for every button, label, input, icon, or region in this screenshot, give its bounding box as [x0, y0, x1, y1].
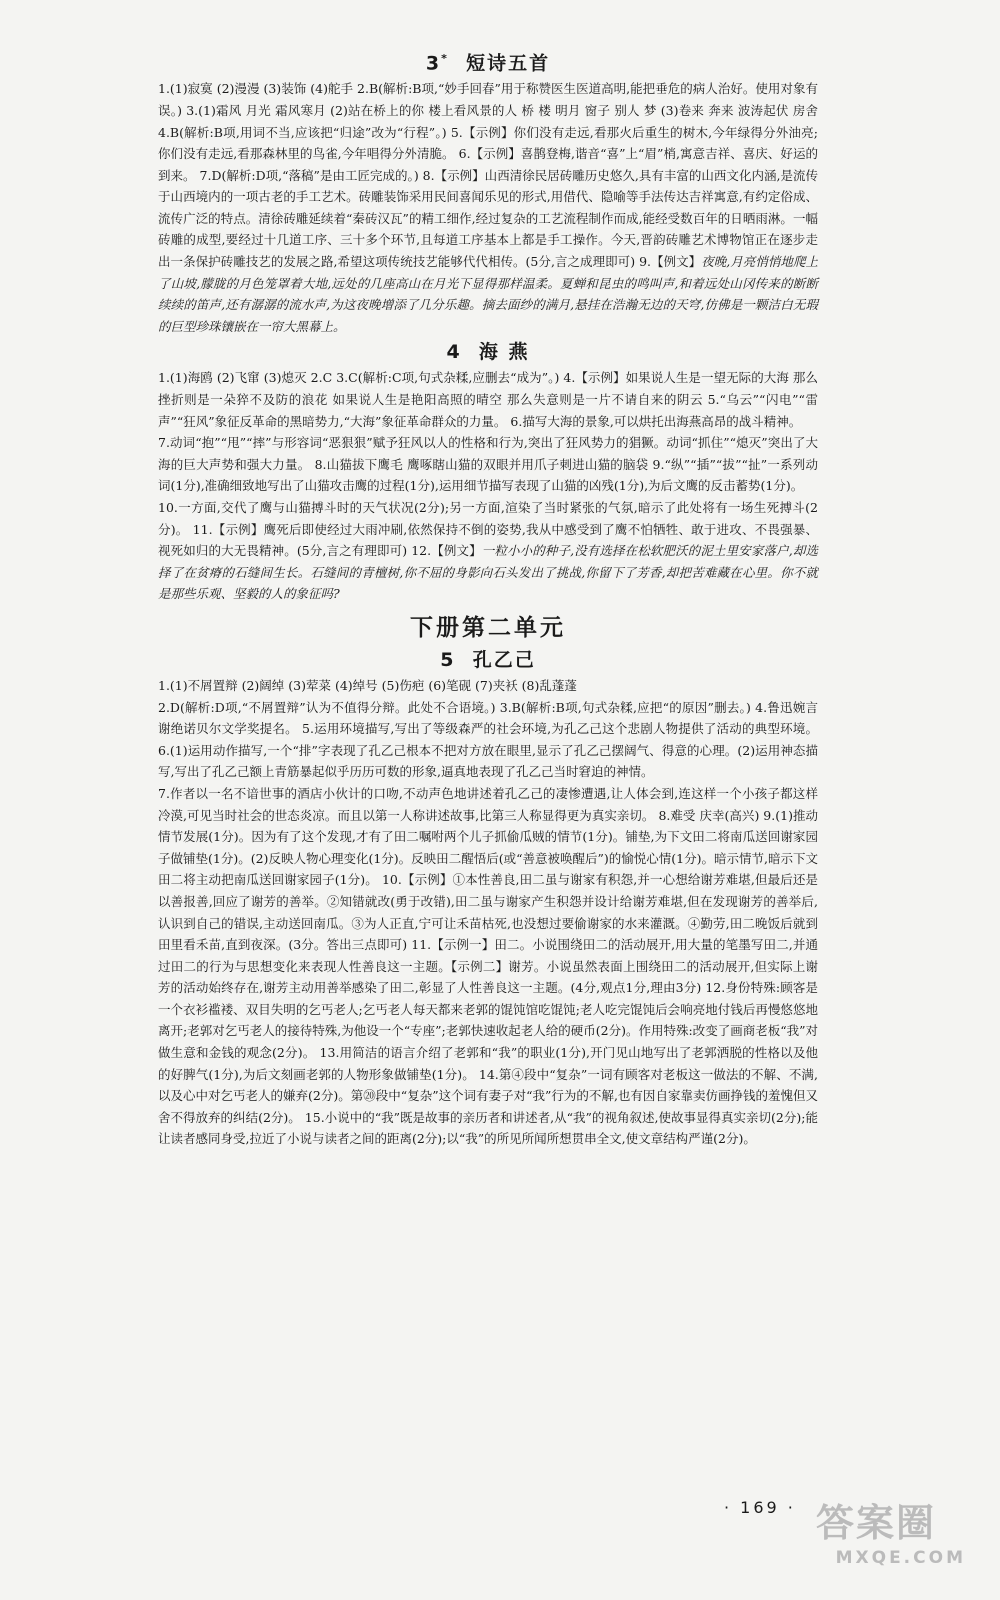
- page-number: · 169 ·: [724, 1498, 796, 1517]
- watermark-logo-text: 答案圈: [816, 1501, 937, 1545]
- section-title-3: [158, 44, 818, 78]
- section-5-answers-part1: [158, 675, 818, 697]
- section-title-4: [158, 337, 818, 367]
- section-4-answers-part2: [158, 432, 818, 497]
- section-3-answers: [158, 78, 818, 337]
- section-name: 短诗五首: [466, 52, 551, 75]
- section-4-answers-part3: [158, 497, 818, 605]
- section-name: 孔乙己: [472, 648, 536, 671]
- section-name: 海 燕: [478, 341, 530, 364]
- example-essay: 一粒小小的种子,没有选择在松软肥沃的泥土里安家落户,却选择了在贫瘠的石缝间生长。石缝间的青檀树,你不屈的身影向石头发出了挑战,你留下了芳香,却把苦难藏在心里。你不就是那些乐观、坚毅的人的象征吗?: [158, 543, 818, 602]
- answer-text: 2.D(解析:D项,“不屑置辩”认为不值得分辩。此处不合语境。) 3.B(解析:B项,句式杂糅,应把“的原因”删去。) 4.鲁迅婉言谢绝诺贝尔文学奖提名。 5.运用环境描写,写出了等级森严的社会环境,为孔乙己这个悲剧人物提供了活动的典型环境。 6.(1)运用动作描写,一个“排”字表现了孔乙己根本不把对方放在眼里,显示了孔乙己摆阔气、得意的心理。(2)运用神态描写,写出了孔乙己额上青筋暴起似乎历历可数的形象,逼真地表现了孔乙己当时窘迫的神情。: [158, 699, 818, 780]
- section-number: 5: [440, 648, 456, 671]
- answer-text: 1.(1)寂寞 (2)漫漫 (3)装饰 (4)舵手 2.B(解析:B项,“妙手回春”用于称赞医生医道高明,能把垂危的病人治好。使用对象有误。) 3.(1)霜风 月光 霜风寒月 (2)站在桥上的你 楼上看风景的人 桥 楼 明月 窗子 别人 梦 (3)卷来 奔来 波涛起伏 房舍 4.B(解析:B项,用词不当,应该把“归途”改为“行程”。) 5.【示例】你们没有走远,看那火后重生的树木,今年绿得分外油亮;你们没有走远,看那森林里的鸟雀,今年唱得分外清脆。 6.【示例】喜鹊登梅,谐音“喜”上“眉”梢,寓意吉祥、喜庆、好运的到来。 7.D(解析:D项,“落稿”是由工匠完成的。) 8.【示例】山西清徐民居砖雕历史悠久,具有丰富的山西文化内涵,是流传于山西境内的一项古老的手工艺术。砖雕装饰采用民间喜闻乐见的形式,用借代、隐喻等手法传达吉祥寓意,有约定俗成、流传广泛的特点。清徐砖雕延续着“秦砖汉瓦”的精工细作,经过复杂的工艺流程制作而成,能经受数百年的日晒雨淋。一幅砖雕的成型,要经过十几道工序、三十多个环节,且每道工序基本上都是手工操作。今天,晋韵砖雕艺术博物馆正在逐步走出一条保护砖雕技艺的发展之路,希望这项传统技艺能够代代相传。(5分,言之成理即可) 9.【例文】: [158, 81, 818, 270]
- optional-mark: *: [441, 52, 449, 65]
- example-essay: 夜晚,月亮悄悄地爬上了山坡,朦胧的月色笼罩着大地,远处的几座高山在月光下显得那样温柔。夏蝉和昆虫的鸣叫声,和着远处山冈传来的断断续续的笛声,还有潺潺的流水声,为这夜晚增添了几分乐趣。摘去面纱的满月,悬挂在浩瀚无边的天穹,仿佛是一颗洁白无瑕的巨型珍珠镶嵌在一帘大黑幕上。: [158, 254, 818, 334]
- section-5-answers-part2: [158, 697, 818, 783]
- section-title-5: [158, 645, 818, 675]
- answer-text: 10.一方面,交代了鹰与山猫搏斗时的天气状况(2分);另一方面,渲染了当时紧张的气氛,暗示了此处将有一场生死搏斗(2分)。 11.【示例】鹰死后即使经过大雨冲刷,依然保持不倒的姿势,我从中感受到了鹰不怕牺牲、敢于进攻、不畏强暴、视死如归的大无畏精神。(5分,言之有理即可) 12.【例文】: [158, 500, 818, 559]
- answer-text: 1.(1)海鸥 (2)飞窜 (3)熄灭 2.C 3.C(解析:C项,句式杂糅,应删去“成为”。) 4.【示例】如果说人生是一望无际的大海 那么挫折则是一朵猝不及防的浪花 如果说人生是艳阳高照的晴空 那么失意则是一片不请自来的阴云 5.“乌云”“闪电”“雷声”“狂风”象征反革命的黑暗势力,“大海”象征革命群众的力量。 6.描写大海的景象,可以烘托出海燕高昂的战斗精神。: [158, 370, 818, 429]
- site-watermark: [816, 1498, 966, 1584]
- section-5-answers-part3: [158, 783, 818, 1150]
- answer-text: 1.(1)不屑置辩 (2)阔绰 (3)荤菜 (4)绰号 (5)伤疤 (6)笔砚 (7)夹袄 (8)乱蓬蓬: [158, 677, 577, 693]
- unit-title: 下册第二单元: [410, 614, 566, 641]
- answer-text: 7.作者以一名不谙世事的酒店小伙计的口吻,不动声色地讲述着孔乙己的凄惨遭遇,让人体会到,连这样一个小孩子都这样冷漠,可见当时社会的世态炎凉。而且以第一人称讲述故事,比第三人称显得更为真实亲切。 8.难受 庆幸(高兴) 9.(1)推动情节发展(1分)。因为有了这个发现,才有了田二嘱咐两个儿子抓偷瓜贼的情节(1分)。铺垫,为下文田二将南瓜送回谢家园子做铺垫(1分)。(2)反映人物心理变化(1分)。反映田二醒悟后(或“善意被唤醒后”)的愉悦心情(1分)。暗示情节,暗示下文田二将主动把南瓜送回谢家园子(1分)。 10.【示例】①本性善良,田二虽与谢家有积怨,并一心想给谢芳难堪,但最后还是以善报善,回应了谢芳的善举。②知错就改(勇于改错),田二虽与谢家产生积怨并设计给谢芳难堪,但在发现谢芳的善举后,认识到自己的错误,主动送回南瓜。③为人正直,宁可让禾苗枯死,也没想过要偷谢家的水来灌溉。④勤劳,田二晚饭后就到田里看禾苗,直到夜深。(3分。答出三点即可) 11.【示例一】田二。小说围绕田二的活动展开,用大量的笔墨写田二,并通过田二的行为与思想变化来表现人性善良这一主题。【示例二】谢芳。小说虽然表面上围绕田二的活动展开,但实际上谢芳的活动始终存在,谢芳主动用善举感染了田二,彰显了人性善良这一主题。(4分,观点1分,理由3分) 12.身份特殊:顾客是一个衣衫褴褛、双目失明的乞丐老人;乞丐老人每天都来老郭的馄饨馆吃馄饨;老人吃完馄饨后会响亮地付钱后再慢悠悠地离开;老郭对乞丐老人的接待特殊,为他设一个“专座”;老郭快速收起老人给的硬币(2分)。作用特殊:改变了画商老板“我”对做生意和金钱的观念(2分)。 13.用简洁的语言介绍了老郭和“我”的职业(1分),开门见山地写出了老郭洒脱的性格以及他的好脾气(1分),为后文刻画老郭的人物形象做铺垫(1分)。 14.第④段中“复杂”一词有顾客对老板这一做法的不解、不满,以及心中对乞丐老人的嫌弃(2分)。第⑳段中“复杂”这个词有妻子对“我”行为的不解,也有因自家靠卖仿画挣钱的羞愧但又舍不得放弃的纠结(2分)。 15.小说中的“我”既是故事的亲历者和讲述者,从“我”的视角叙述,使故事显得真实亲切(2分);能让读者感同身受,拉近了小说与读者之间的距离(2分);以“我”的所见所闻所想贯串全文,使文章结构严谨(2分)。: [158, 785, 818, 1147]
- watermark-url: MXQE.COM: [835, 1548, 966, 1568]
- section-number: 4: [446, 341, 462, 364]
- section-number: 3: [425, 52, 442, 75]
- section-4-answers-part1: [158, 367, 818, 432]
- answer-page: [158, 44, 818, 1150]
- answer-text: 7.动词“抱”“甩”“摔”与形容词“恶狠狠”赋予狂风以人的性格和行为,突出了狂风势力的猖獗。动词“抓住”“熄灭”突出了大海的巨大声势和强大力量。 8.山猫拔下鹰毛 鹰啄瞎山猫的双眼并用爪子刺进山猫的脑袋 9.“纵”“插”“拔”“扯”一系列动词(1分),准确细致地写出了山猫攻击鹰的过程(1分),运用细节描写表现了山猫的凶残(1分),为后文鹰的反击蓄势(1分)。: [158, 435, 818, 494]
